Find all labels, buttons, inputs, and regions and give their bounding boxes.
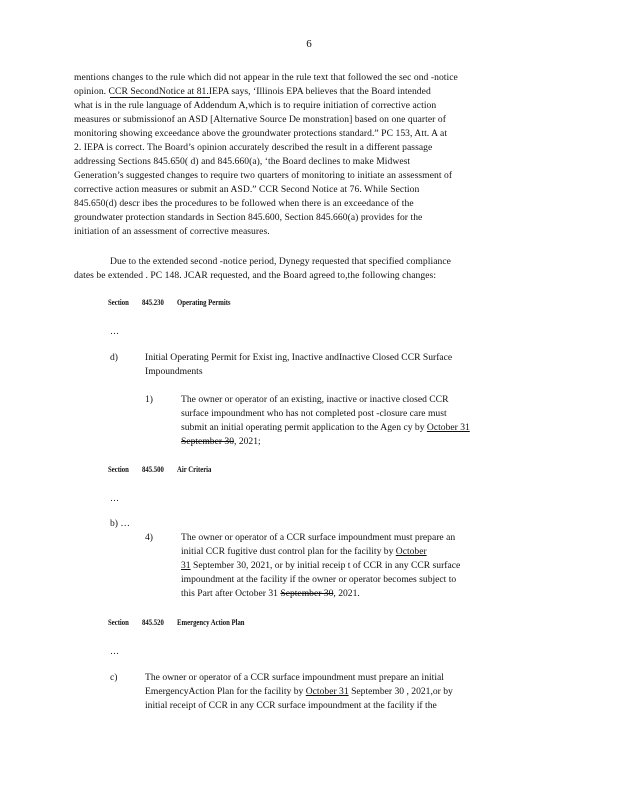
para1-line: mentions changes to the rule which did not appear in the rule text that followed the sec ond -notice (74, 72, 458, 83)
item-text: The owner or operator of a CCR surface impoundment must prepare an (181, 532, 456, 543)
para1-line: opinion. CCR SecondNotice at 81.IEPA says, ‘Illinois EPA believes that the Board intended (74, 86, 431, 97)
ellipsis: … (110, 646, 120, 656)
item-text: impoundment at the facility if the owner or operator becomes subject to (181, 574, 457, 585)
ellipsis: … (110, 326, 120, 336)
para1-line: what is in the rule language of Addendum A,which is to require initiation of corrective action (74, 100, 437, 111)
section-number: 845.520 (142, 618, 164, 627)
text-run: September 30 , 2021,or by (351, 686, 453, 697)
item-marker: b) … (110, 518, 130, 529)
para1-line: measures or submissionof an ASD [Alternative Source De monstration] based on one quarter of (74, 114, 446, 125)
item-text: surface impoundment who has not completed post -closure care must (181, 408, 447, 419)
item-text (145, 686, 453, 697)
section-title: Emergency Action Plan (177, 618, 245, 627)
page-number: 6 (306, 38, 312, 50)
item-text (181, 436, 261, 447)
ellipsis: … (110, 493, 120, 503)
section-title: Operating Permits (177, 298, 231, 307)
inserted-text: October 31 (305, 686, 349, 697)
para2-line: Due to the extended second -notice period, Dynegy requested that specified compliance (110, 256, 451, 267)
para1-line: monitoring showing exceedance above the groundwater protections standard.” PC 153, Att. A at (74, 128, 448, 139)
item-text (181, 546, 427, 557)
section-title: Air Criteria (177, 465, 212, 474)
item-marker: 4) (145, 532, 153, 543)
inserted-text: 31 (181, 560, 191, 571)
text-run: , 2021; (234, 436, 261, 447)
para1-line: 2. IEPA is correct. The Board’s opinion accurately described the result in a different passage (74, 142, 433, 153)
text-run: September 30, 2021, or by initial receip t of CCR in any CCR surface (193, 560, 461, 571)
text-run: initial CCR fugitive dust control plan for the facility by (181, 546, 396, 557)
para1-line: corrective action measures or submit an ASD.” CCR Second Notice at 76. While Section (74, 184, 420, 195)
section-heading (108, 618, 245, 627)
para2-line: dates be extended . PC 148. JCAR requested, and the Board agreed to,the following changes: (74, 270, 437, 281)
section-number: 845.230 (142, 298, 164, 307)
section-label: Section (108, 298, 129, 307)
para1-line: Generation’s suggested changes to require two quarters of monitoring to initiate an assessment of (74, 170, 453, 181)
section-label: Section (108, 465, 129, 474)
item-marker: c) (110, 672, 118, 683)
deleted-text: September 30 (280, 588, 334, 599)
para1-line: groundwater protection standards in Section 845.600, Section 845.660(a) provides for the (74, 212, 423, 223)
item-marker: 1) (145, 394, 153, 405)
item-text (181, 422, 470, 433)
text-run: , 2021. (333, 588, 360, 599)
para1-line: addressing Sections 845.650( d) and 845.660(a), ‘the Board declines to make Midwest (74, 156, 411, 167)
section-heading (108, 465, 211, 474)
item-text: The owner or operator of an existing, inactive or inactive closed CCR (181, 394, 449, 405)
text-run: submit an initial operating permit application to the Agen cy by (181, 422, 427, 433)
deleted-text: September 30 (181, 436, 235, 447)
item-text: Initial Operating Permit for Exist ing, Inactive andInactive Closed CCR Surface (145, 352, 453, 363)
underline-mark (110, 97, 210, 98)
para1-line: initiation of an assessment of corrective measures. (74, 226, 270, 237)
inserted-text: October 31 (426, 422, 470, 433)
item-text (181, 588, 360, 599)
section-number: 845.500 (142, 465, 164, 474)
section-heading (108, 298, 231, 307)
text-run: this Part after October 31 (181, 588, 281, 599)
section-label: Section (108, 618, 129, 627)
item-text: The owner or operator of a CCR surface impoundment must prepare an initial (145, 672, 444, 683)
inserted-text: October (395, 546, 427, 557)
item-text: Impoundments (145, 366, 203, 377)
item-text (181, 560, 460, 571)
para1-line: 845.650(d) descr ibes the procedures to be followed when there is an exceedance of the (74, 198, 414, 209)
item-marker: d) (110, 352, 118, 363)
item-text: initial receipt of CCR in any CCR surface impoundment at the facility if the (145, 700, 437, 711)
text-run: EmergencyAction Plan for the facility by (145, 686, 306, 697)
